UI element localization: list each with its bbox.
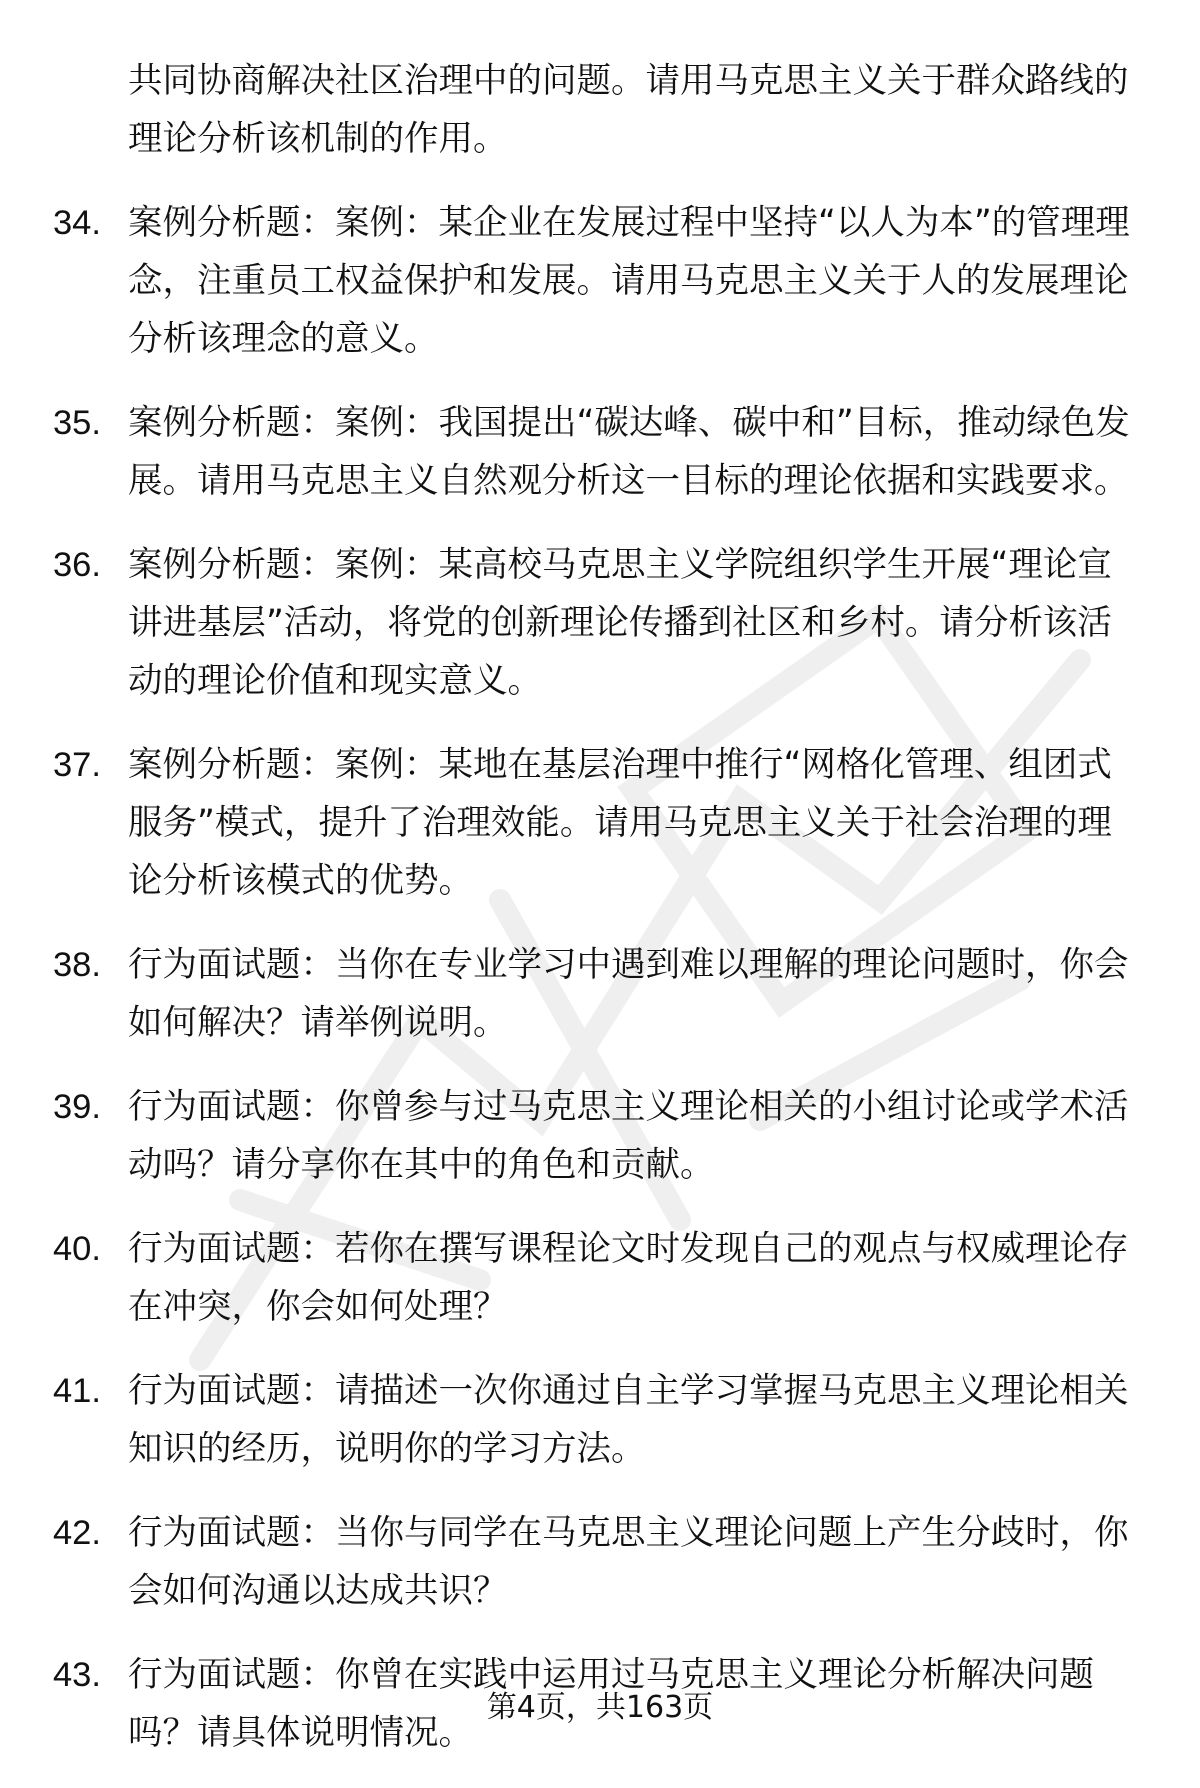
question-item <box>53 536 1138 710</box>
question-number: 34. <box>53 204 101 242</box>
question-text: 行为面试题：请描述一次你通过自主学习掌握马克思主义理论相关知识的经历，说明你的学习方法。 <box>128 1371 1129 1469</box>
question-item <box>53 1362 1138 1478</box>
page-footer: 第4页，共163页 <box>486 1690 714 1725</box>
question-text: 行为面试题：你曾在实践中运用过马克思主义理论分析解决问题吗？请具体说明情况。 <box>128 1655 1094 1753</box>
question-item <box>53 1078 1138 1194</box>
question-text: 案例分析题：案例：某企业在发展过程中坚持“以人为本”的管理理念，注重员工权益保护和发展。请用马克思主义关于人的发展理论分析该理念的意义。 <box>128 203 1130 359</box>
question-item <box>53 1220 1138 1336</box>
question-text: 案例分析题：案例：某高校马克思主义学院组织学生开展“理论宣讲进基层”活动，将党的创新理论传播到社区和乡村。请分析该活动的理论价值和现实意义。 <box>128 545 1112 701</box>
question-item <box>53 394 1138 510</box>
question-text: 案例分析题：案例：某地在基层治理中推行“网格化管理、组团式服务”模式，提升了治理效能。请用马克思主义关于社会治理的理论分析该模式的优势。 <box>128 745 1112 901</box>
question-number: 39. <box>53 1088 101 1126</box>
question-text: 案例分析题：案例：我国提出“碳达峰、碳中和”目标，推动绿色发展。请用马克思主义自然观分析这一目标的理论依据和实践要求。 <box>128 403 1130 501</box>
question-item <box>53 1504 1138 1620</box>
question-list <box>0 52 1200 1788</box>
question-number: 40. <box>53 1230 101 1268</box>
question-text: 行为面试题：当你与同学在马克思主义理论问题上产生分歧时，你会如何沟通以达成共识？ <box>128 1513 1129 1611</box>
question-number: 41. <box>53 1372 101 1410</box>
question-number: 42. <box>53 1514 101 1552</box>
question-text: 行为面试题：当你在专业学习中遇到难以理解的理论问题时，你会如何解决？请举例说明。 <box>128 945 1129 1043</box>
question-number: 35. <box>53 404 101 442</box>
continued-question-text: 共同协商解决社区治理中的问题。请用马克思主义关于群众路线的理论分析该机制的作用。 <box>128 61 1129 159</box>
question-item <box>53 194 1138 368</box>
question-number: 37. <box>53 746 101 784</box>
question-item <box>53 936 1138 1052</box>
question-text: 行为面试题：你曾参与过马克思主义理论相关的小组讨论或学术活动吗？请分享你在其中的角色和贡献。 <box>128 1087 1129 1185</box>
question-number: 38. <box>53 946 101 984</box>
question-text: 行为面试题：若你在撰写课程论文时发现自己的观点与权威理论存在冲突，你会如何处理？ <box>128 1229 1129 1327</box>
question-number: 36. <box>53 546 101 584</box>
question-item <box>53 736 1138 910</box>
question-number: 43. <box>53 1656 101 1694</box>
